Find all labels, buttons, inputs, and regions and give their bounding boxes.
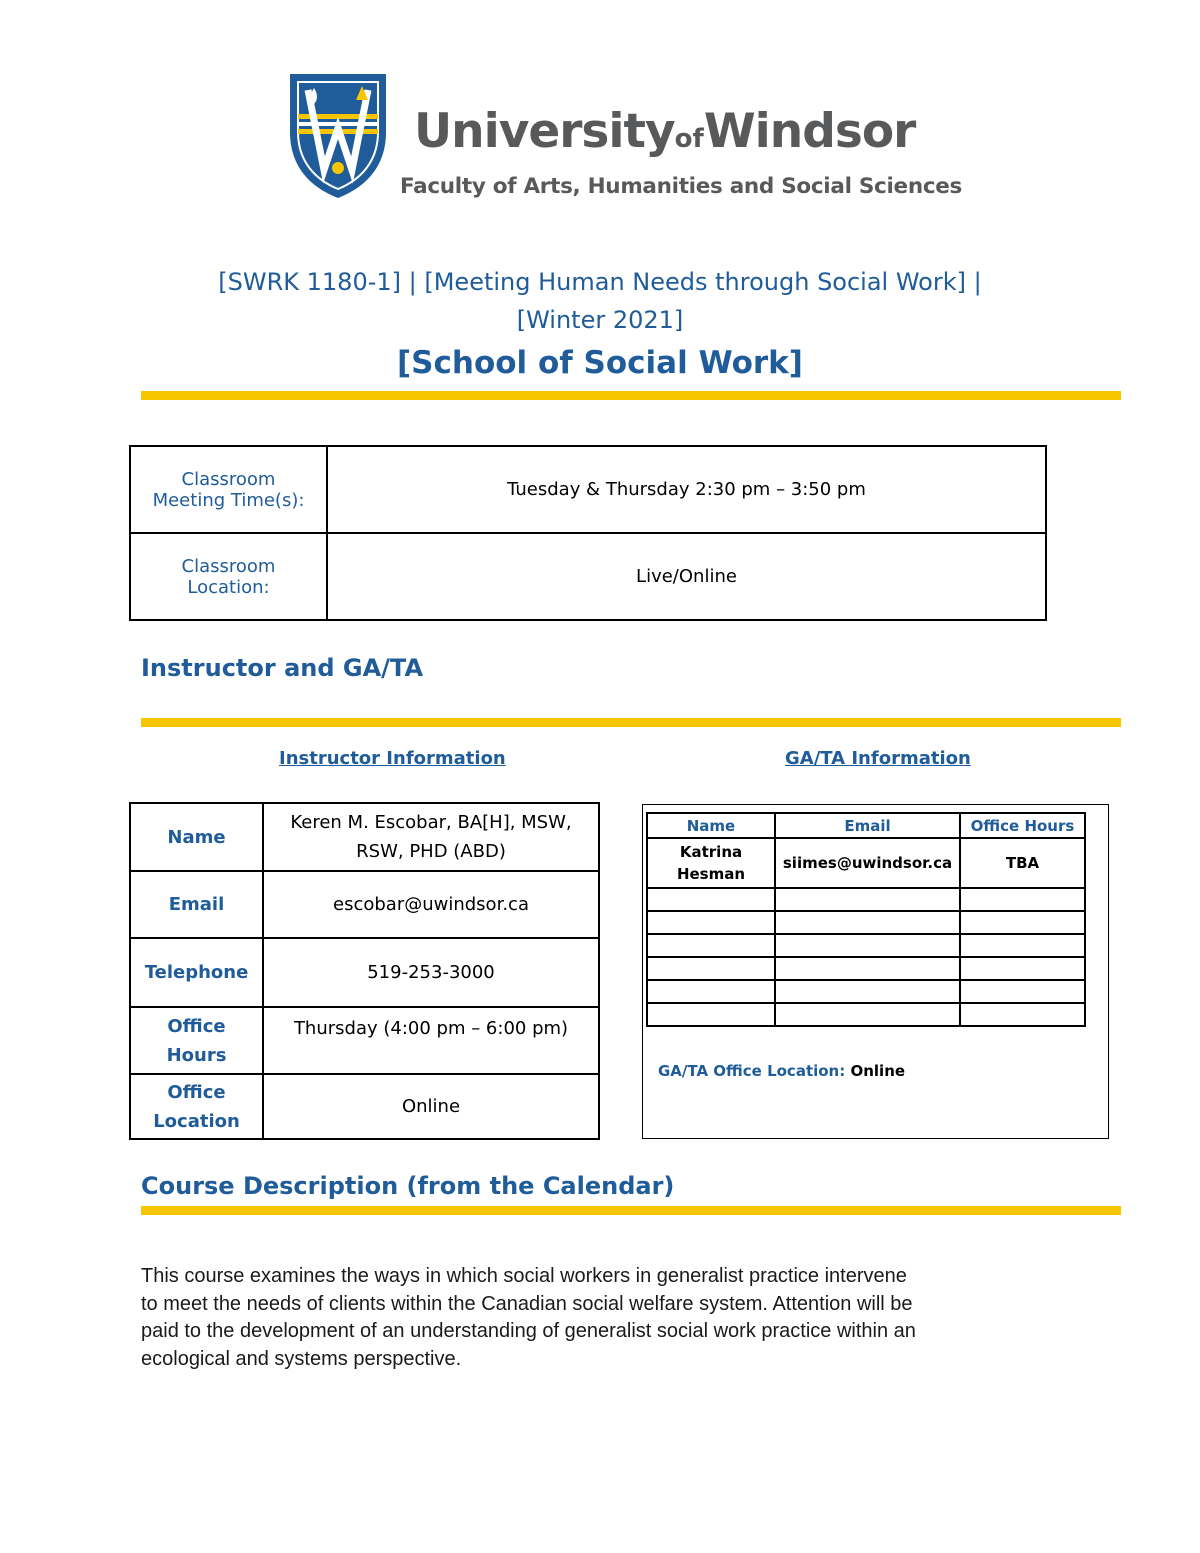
empty-cell <box>647 1003 775 1026</box>
ga-table <box>646 812 1086 1027</box>
empty-cell <box>647 888 775 911</box>
instructor-location-label: Office Location <box>130 1074 263 1139</box>
meeting-location-label: Classroom Location: <box>130 533 327 620</box>
ga-info-title: GA/TA Information <box>785 748 971 769</box>
empty-cell <box>775 1003 960 1026</box>
divider-bar <box>141 718 1121 727</box>
faculty-name: Faculty of Arts, Humanities and Social Sciences <box>400 174 963 199</box>
table-row <box>647 838 1085 888</box>
ga-email-cell: siimes@uwindsor.ca <box>775 838 960 888</box>
table-row <box>647 957 1085 980</box>
table-row <box>647 888 1085 911</box>
ga-location-value: Online <box>850 1062 906 1080</box>
ga-location-label: GA/TA Office Location: <box>658 1062 846 1080</box>
instructor-email-value: escobar@uwindsor.ca <box>263 871 599 938</box>
empty-cell <box>775 911 960 934</box>
divider-bar <box>141 391 1121 400</box>
empty-cell <box>647 957 775 980</box>
table-row <box>130 1007 599 1074</box>
instructor-name-label: Name <box>130 803 263 871</box>
instructor-location-value: Online <box>263 1074 599 1139</box>
table-row <box>130 803 599 871</box>
instructor-hours-value: Thursday (4:00 pm – 6:00 pm) <box>263 1007 599 1074</box>
table-row <box>647 934 1085 957</box>
empty-cell <box>647 934 775 957</box>
instructor-phone-value: 519-253-3000 <box>263 938 599 1007</box>
table-row <box>130 1074 599 1139</box>
ga-col-name: Name <box>647 813 775 838</box>
table-row <box>647 911 1085 934</box>
university-shield-logo <box>286 70 390 200</box>
table-header-row <box>647 813 1085 838</box>
empty-cell <box>775 888 960 911</box>
meeting-location-value: Live/Online <box>327 533 1046 620</box>
instructor-name-value: Keren M. Escobar, BA[H], MSW, RSW, PHD (ABD) <box>263 803 599 871</box>
instructor-section-heading: Instructor and GA/TA <box>141 654 424 682</box>
description-line: paid to the development of an understanding of generalist social work practice within an <box>141 1320 916 1342</box>
empty-cell <box>960 934 1085 957</box>
course-description-heading: Course Description (from the Calendar) <box>141 1172 675 1200</box>
meeting-time-value: Tuesday & Thursday 2:30 pm – 3:50 pm <box>327 446 1046 533</box>
empty-cell <box>960 911 1085 934</box>
empty-cell <box>960 888 1085 911</box>
instructor-email-label: Email <box>130 871 263 938</box>
empty-cell <box>960 1003 1085 1026</box>
divider-bar <box>141 1206 1121 1215</box>
empty-cell <box>647 980 775 1003</box>
table-row <box>130 871 599 938</box>
empty-cell <box>775 980 960 1003</box>
empty-cell <box>647 911 775 934</box>
ga-office-location <box>658 1062 905 1080</box>
ga-col-email: Email <box>775 813 960 838</box>
description-line: This course examines the ways in which social workers in generalist practice intervene <box>141 1265 907 1287</box>
table-row <box>130 533 1046 620</box>
school-name: [School of Social Work] <box>397 345 803 381</box>
instructor-hours-label: Office Hours <box>130 1007 263 1074</box>
ga-hours-cell: TBA <box>960 838 1085 888</box>
course-title-line: [SWRK 1180-1] | [Meeting Human Needs through Social Work] | <box>218 268 982 296</box>
instructor-phone-label: Telephone <box>130 938 263 1007</box>
meeting-table <box>129 445 1047 621</box>
instructor-info-title: Instructor Information <box>279 748 506 769</box>
table-row <box>130 446 1046 533</box>
course-term: [Winter 2021] <box>516 306 684 334</box>
instructor-table <box>129 802 600 1140</box>
table-row <box>647 980 1085 1003</box>
empty-cell <box>775 957 960 980</box>
course-description-text <box>141 1263 1071 1373</box>
description-line: to meet the needs of clients within the Canadian social welfare system. Attention will be <box>141 1292 913 1315</box>
ga-name-cell: Katrina Hesman <box>647 838 775 888</box>
table-row <box>647 1003 1085 1026</box>
university-wordmark: UniversityofWindsor <box>414 104 916 159</box>
description-line: ecological and systems perspective. <box>141 1347 462 1370</box>
table-row <box>130 938 599 1007</box>
empty-cell <box>960 957 1085 980</box>
empty-cell <box>775 934 960 957</box>
meeting-time-label: Classroom Meeting Time(s): <box>130 446 327 533</box>
ga-col-hours: Office Hours <box>960 813 1085 838</box>
empty-cell <box>960 980 1085 1003</box>
